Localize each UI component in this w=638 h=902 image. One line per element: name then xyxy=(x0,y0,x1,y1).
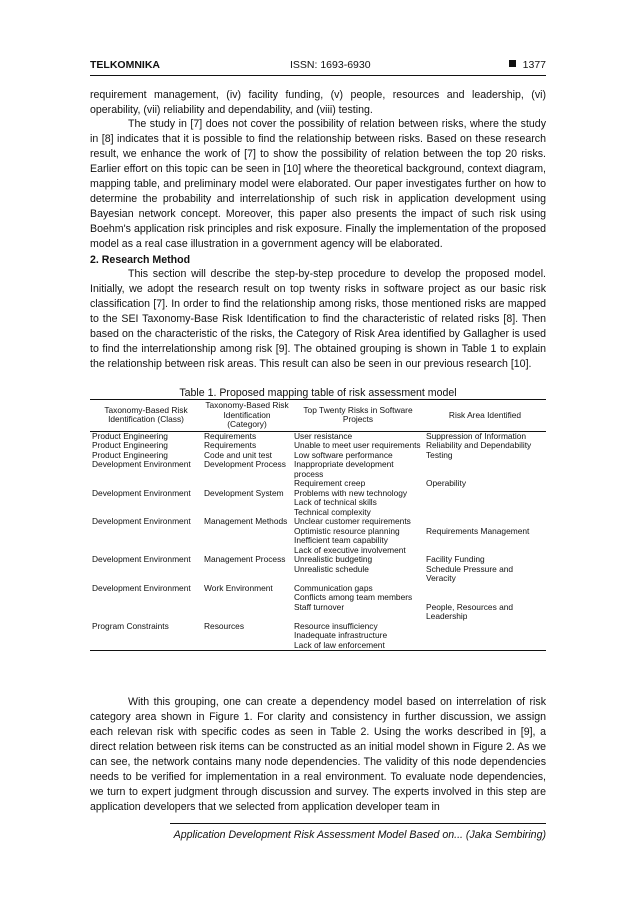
page-number-block xyxy=(509,59,546,71)
table-cell: Lack of technical skills xyxy=(294,497,377,507)
table-cell xyxy=(424,631,546,641)
table-cell xyxy=(90,498,202,508)
table-cell: Resource insufficiency xyxy=(294,620,378,631)
table-body xyxy=(90,431,546,651)
table-cell: Program Constraints xyxy=(92,620,169,631)
table-cell xyxy=(90,631,202,641)
table-cell: Resources xyxy=(204,620,245,631)
table-header-row xyxy=(90,400,546,432)
table-cell: Development Environment xyxy=(92,487,191,498)
table-row xyxy=(90,603,546,622)
table-cell: Requirement creep xyxy=(294,478,366,488)
table-cell: Product Engineering xyxy=(92,440,168,450)
table-cell: Lack of executive involvement xyxy=(294,544,406,555)
table-cell xyxy=(424,622,546,632)
table-cell: Development Environment xyxy=(92,554,191,564)
table-cell xyxy=(90,527,202,537)
intro-paragraph-1: requirement management, (iv) facility funding, (v) people, resources and leadership, (vi) operability, (vii) reliability and dependability, and (viii) testing. xyxy=(90,89,546,116)
table-cell: Product Engineering xyxy=(92,430,168,441)
table-cell: Development Environment xyxy=(92,516,191,526)
table-cell: Conflicts among team members xyxy=(294,592,413,602)
table-cell xyxy=(424,460,546,479)
table-cell xyxy=(424,508,546,518)
table-cell: Inefficient team capability xyxy=(294,535,388,545)
table-cell xyxy=(202,536,292,546)
table-cell: Technical complexity xyxy=(294,506,371,517)
table-row xyxy=(90,641,546,651)
table-cell: Requirements Management xyxy=(426,525,530,536)
table-caption: Table 1. Proposed mapping table of risk assessment model xyxy=(179,387,457,399)
table-cell: Suppression of Information xyxy=(426,430,527,441)
table-cell: Problems with new technology xyxy=(294,487,408,498)
table-cell xyxy=(90,565,202,584)
after-table-paragraph xyxy=(90,695,546,815)
risk-mapping-table xyxy=(90,399,546,651)
column-header: Taxonomy-Based Risk Identification (Class) xyxy=(90,400,202,432)
table-row xyxy=(90,565,546,584)
table-cell: Staff turnover xyxy=(294,601,345,612)
table-cell: Unable to meet user requirements xyxy=(294,440,421,450)
table-cell: Development System xyxy=(204,487,284,498)
table-cell: Communication gaps xyxy=(294,582,373,593)
running-footer: Application Development Risk Assessment Model Based on... (Jaka Sembiring) xyxy=(173,829,546,841)
table-cell xyxy=(202,565,292,584)
table-cell: Testing xyxy=(426,449,453,460)
table-cell: Development Environment xyxy=(92,459,191,469)
table-cell xyxy=(202,631,292,641)
after-table-paragraph-text: With this grouping, one can create a dependency model based on interrelation of risk category area shown in Figure 1. For clarity and consistency in further discussion, we assign each relevan risk with specific codes as seen in Table 2. Using the works described in [9], a direct relation between risk items can be constructed as an initial model shown in Figure 2. As we can see, the network contains many node dependencies. The validity of this node dependencies needs to be verified for implementation in a real environment. To evaluate node dependencies, we turn to expert judgment through discussion and survey. The experts involved in this step are application developers that we selected from application developer team in xyxy=(90,696,546,813)
section-heading: 2. Research Method xyxy=(90,254,191,266)
table-cell xyxy=(90,593,202,603)
table-cell: Inadequate infrastructure xyxy=(294,630,388,640)
footer-rule xyxy=(170,823,546,824)
table-cell: Unrealistic schedule xyxy=(294,563,369,574)
table-cell: Requirements xyxy=(204,440,257,450)
column-header: Top Twenty Risks in Software Projects xyxy=(292,400,424,432)
table-cell: Operability xyxy=(426,478,467,488)
header-rule xyxy=(90,75,546,76)
table-cell: Management Process xyxy=(204,554,286,564)
table-cell xyxy=(424,536,546,546)
table-cell xyxy=(202,527,292,537)
issn: ISSN: 1693-6930 xyxy=(290,59,371,71)
table-cell: Unclear customer requirements xyxy=(294,516,411,526)
table-row xyxy=(90,460,546,479)
table-cell xyxy=(202,593,292,603)
table-cell xyxy=(202,498,292,508)
journal-name: TELKOMNIKA xyxy=(90,59,160,71)
page-header xyxy=(90,59,546,73)
table-cell: User resistance xyxy=(294,430,353,441)
table-cell: People, Resources and Leadership xyxy=(426,601,514,621)
table-cell: Lack of law enforcement xyxy=(292,641,424,651)
table-cell: Inappropriate development process xyxy=(294,459,394,479)
table-cell: Development Environment xyxy=(92,582,191,593)
table-cell xyxy=(202,603,292,622)
table-cell xyxy=(90,536,202,546)
table-cell: Reliability and Dependability xyxy=(426,440,532,450)
table-cell xyxy=(424,489,546,499)
table-cell: Requirements xyxy=(204,430,257,441)
table-cell xyxy=(424,641,546,651)
table-cell xyxy=(202,641,292,651)
method-paragraph xyxy=(90,267,546,372)
method-paragraph-text: This section will describe the step-by-step procedure to develop the proposed model. Initially, we adopt the research result on top twenty risks in software project as our basic risk classification [7]. In order to find the relationship among risks, those mentioned risks are mapped to the SEI Taxonomy-Base Risk Identification to find the characteristic of related risks [8]. Then based on the characteristic of the risks, the Category of Risk Area identified by Gallagher is used to find the interrelationship among risk [9]. The obtained grouping is shown in Table 1 to explain the relationship between risk areas. This result can also be seen in our previous research [10]. xyxy=(90,268,546,370)
table-cell xyxy=(90,603,202,622)
table-cell: Development Process xyxy=(204,459,286,469)
column-header: Taxonomy-Based Risk Identification (Category) xyxy=(202,400,292,432)
table-cell: Schedule Pressure and Veracity xyxy=(426,563,514,583)
column-header: Risk Area Identified xyxy=(424,400,546,432)
intro-paragraph-2-text: The study in [7] does not cover the possibility of relation between risks, where the study in [8] indicates that it is possible to find the relationship between risks. Based on these research result, we enhance the work of [7] to show the possibility of relation between the top 20 risks. Earlier effort on this topic can be seen in [10] where the theoretical background, context diagram, mapping table, and preliminary model were elaborated. Our paper investigates further on how to determine the probability and interrelationship of such risk in application development using Bayesian network concept. Moreover, this paper also presents the impact of such risk using Boehm's application risk principles and risk exposure. Finally the implementation of the proposed model as a real case illustration in a government agency will be elaborated. xyxy=(90,118,546,250)
table-cell xyxy=(424,584,546,594)
table-cell: Product Engineering xyxy=(92,449,168,460)
table-cell: Facility Funding xyxy=(426,554,485,564)
intro-paragraph-2 xyxy=(90,117,546,252)
table-cell: Code and unit test xyxy=(204,449,272,460)
table-cell: Work Environment xyxy=(204,582,273,593)
page-number: 1377 xyxy=(522,59,546,71)
square-bullet-icon xyxy=(509,60,516,67)
table-cell: Management Methods xyxy=(204,516,288,526)
table-cell: Unrealistic budgeting xyxy=(294,554,373,564)
table-cell: Low software performance xyxy=(294,449,393,460)
table-cell: Optimistic resource planning xyxy=(294,525,400,536)
table-cell xyxy=(424,498,546,508)
table-cell xyxy=(90,641,202,651)
